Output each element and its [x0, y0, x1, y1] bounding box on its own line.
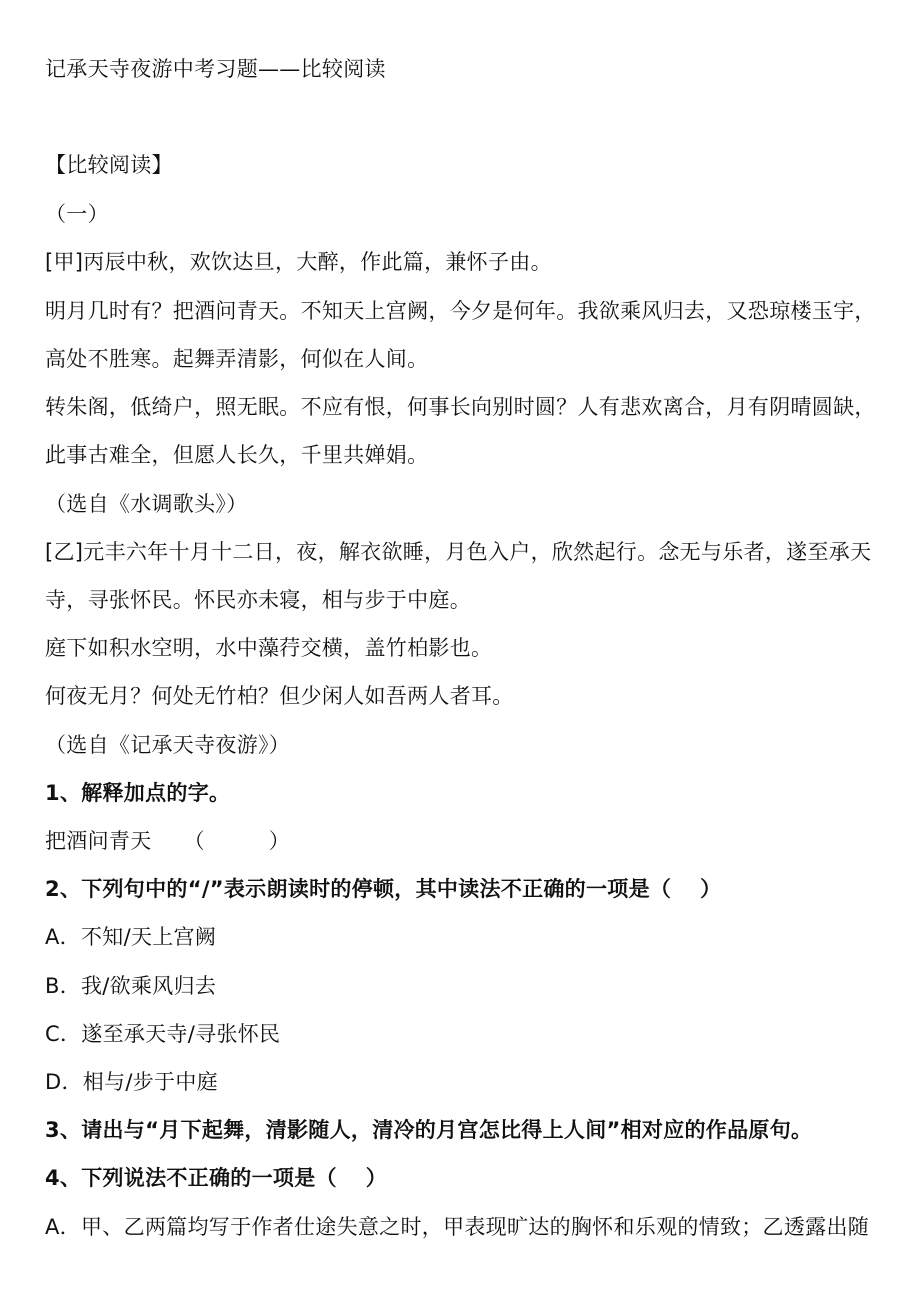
question-1-prompt: 1、解释加点的字。 — [45, 781, 231, 805]
document-title: 记承天寺夜游中考习题——比较阅读 — [45, 57, 386, 81]
question-3-prompt: 3、请出与“月下起舞，清影随人，清冷的月宫怎比得上人间”相对应的作品原句。 — [45, 1118, 813, 1142]
passage-b-line: 何夜无月？何处无竹柏？但少闲人如吾两人者耳。 — [45, 684, 514, 708]
question-4-prompt: 4、下列说法不正确的一项是（ ） — [45, 1166, 388, 1190]
question-2-prompt: 2、下列句中的“/”表示朗读时的停顿，其中读法不正确的一项是（ ） — [45, 877, 722, 901]
question-2-option-c: C．遂至承天寺/寻张怀民 — [45, 1022, 281, 1046]
question-2-option-d: D．相与/步于中庭 — [45, 1070, 218, 1094]
passage-a-source: （选自《水调歌头》） — [45, 492, 248, 516]
question-2-option-b: B．我/欲乘风归去 — [45, 974, 217, 998]
question-1-item: 把酒问青天 （ ） — [45, 829, 291, 853]
passage-a-line: 明月几时有？把酒问青天。不知天上宫阙，今夕是何年。我欲乘风归去，又恐琼楼玉宇， — [45, 299, 876, 323]
question-2-option-a: A．不知/天上宫阙 — [45, 925, 217, 949]
passage-b-source: （选自《记承天寺夜游》） — [45, 733, 291, 757]
passage-b-line: 寺，寻张怀民。怀民亦未寝，相与步于中庭。 — [45, 588, 471, 612]
passage-b-line: [乙]元丰六年十月十二日，夜，解衣欲睡，月色入户，欣然起行。念无与乐者，遂至承天 — [45, 540, 872, 564]
question-4-option-a: A．甲、乙两篇均写于作者仕途失意之时，甲表现旷达的胸怀和乐观的情致；乙透露出随 — [45, 1215, 870, 1239]
passage-a-line: 高处不胜寒。起舞弄清影，何似在人间。 — [45, 347, 429, 371]
passage-a-intro: [甲]丙辰中秋，欢饮达旦，大醉，作此篇，兼怀子由。 — [45, 250, 552, 274]
passage-a-line: 转朱阁，低绮户，照无眠。不应有恨，何事长向别时圆？人有悲欢离合，月有阴晴圆缺， — [45, 395, 876, 419]
section-heading: 【比较阅读】 — [45, 153, 173, 177]
passage-b-line: 庭下如积水空明，水中藻荇交横，盖竹柏影也。 — [45, 636, 493, 660]
part-label: （一） — [45, 202, 109, 226]
passage-a-line: 此事古难全，但愿人长久，千里共婵娟。 — [45, 443, 429, 467]
